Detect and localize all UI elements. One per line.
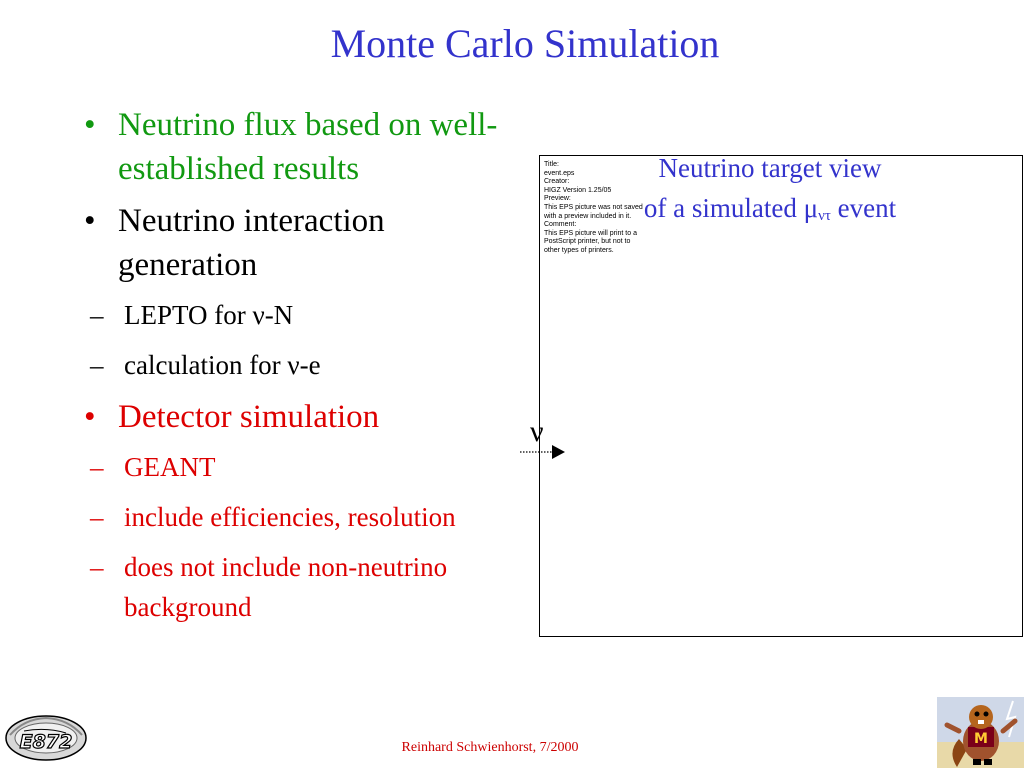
- bullet-list: [80, 103, 520, 637]
- bullet-marker: •: [84, 399, 96, 435]
- bullet-detector: [80, 395, 520, 439]
- footer-credit: Reinhard Schwienhorst, 7/2000: [401, 740, 579, 755]
- caption-line-1: Neutrino target view: [658, 153, 882, 183]
- bullet-marker: •: [84, 107, 96, 143]
- dash-marker: –: [90, 552, 104, 582]
- bullet-interaction: [80, 199, 520, 287]
- svg-text:M: M: [974, 731, 988, 747]
- bullet-text: Neutrino interaction generation: [118, 203, 385, 283]
- e872-logo-icon: [4, 713, 88, 763]
- figure-caption: [600, 148, 940, 236]
- sub-bullet-efficiencies: [42, 497, 520, 537]
- eps-line: This EPS picture will print to a: [544, 229, 637, 237]
- bullet-marker: •: [84, 203, 96, 239]
- eps-line: Title:: [544, 161, 559, 168]
- eps-line: HIGZ Version 1.25/05: [544, 186, 612, 194]
- gopher-mascot-icon: [937, 697, 1024, 768]
- caption-prefix: of a simulated: [643, 193, 804, 223]
- dash-marker: –: [90, 350, 104, 380]
- eps-line: PostScript printer, but not to: [544, 238, 631, 246]
- sub-bullet-text: does not include non-neutrino background: [124, 552, 448, 622]
- sub-bullet-calculation: [42, 345, 520, 385]
- bullet-text: Neutrino flux based on well-established results: [118, 107, 498, 187]
- sub-bullet-text: GEANT: [124, 452, 216, 482]
- caption-mu: μ: [803, 193, 819, 223]
- sub-bullet-text: calculation for ν-e: [124, 350, 321, 380]
- eps-line: This EPS picture was not saved: [544, 203, 643, 211]
- bullet-text: Detector simulation: [118, 399, 380, 435]
- caption-subscript: ντ: [818, 208, 831, 224]
- dash-marker: –: [90, 300, 104, 330]
- beam-arrow-icon: [518, 443, 568, 461]
- slide-title: Monte Carlo Simulation: [330, 21, 720, 66]
- eps-line: Comment:: [544, 221, 577, 229]
- caption-suffix: event: [830, 193, 897, 223]
- eps-line: with a preview included in it.: [544, 212, 632, 220]
- eps-line: Preview:: [544, 195, 571, 203]
- bullet-flux: [80, 103, 520, 191]
- eps-line: Creator:: [544, 178, 570, 186]
- sub-bullet-text: include efficiencies, resolution: [124, 502, 456, 532]
- eps-line: other types of printers.: [544, 246, 614, 254]
- dash-marker: –: [90, 452, 104, 482]
- svg-text:E872: E872: [19, 731, 73, 753]
- sub-bullet-text: LEPTO for ν-N: [124, 300, 294, 330]
- sub-bullet-geant: [42, 447, 520, 487]
- eps-line: event.eps: [544, 169, 575, 177]
- sub-bullet-lepto: [42, 295, 520, 335]
- caption-line-2: [600, 188, 940, 236]
- beam-label: ν: [530, 415, 544, 448]
- sub-bullet-background: [42, 547, 520, 627]
- dash-marker: –: [90, 502, 104, 532]
